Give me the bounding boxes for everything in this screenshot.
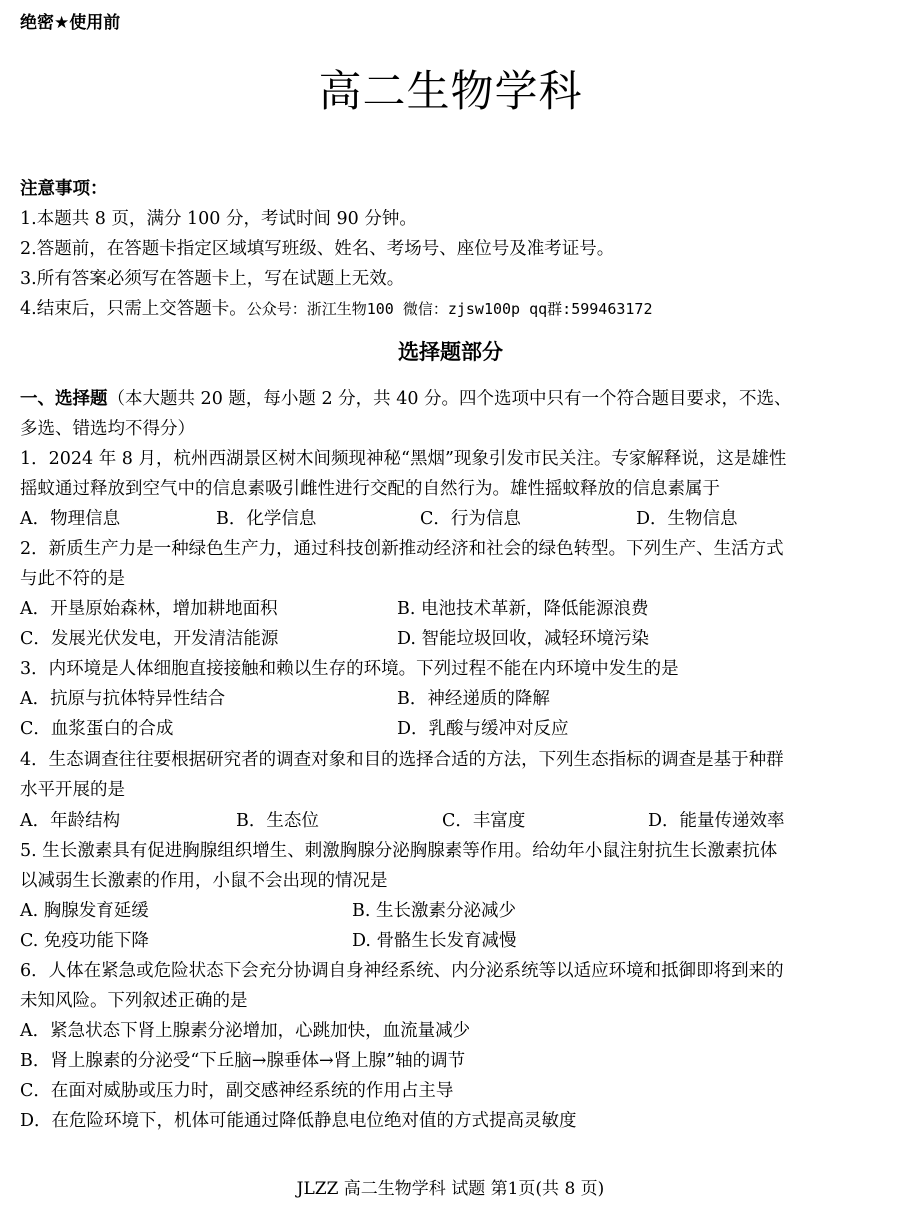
page-footer: JLZZ 高二生物学科 试题 第1页(共 8 页) [296,1179,605,1199]
option-a: A．抗原与抗体特异性结合 [20,689,226,709]
secret-label: 绝密★使用前 [20,13,121,33]
note-item-line [20,294,652,324]
option-c: C．丰富度 [442,811,526,831]
part-heading [20,384,792,414]
part-instructions: （本大题共 20 题，每小题 2 分，共 40 分。四个选项中只有一个符合题目要求，不选、 [107,389,792,409]
part-instructions-cont: 多选、错选均不得分） [20,419,195,439]
option-c: C. 免疫功能下降 [20,931,149,951]
question-stem: 2．新质生产力是一种绿色生产力，通过科技创新推动经济和社会的绿色转型。下列生产、生活方式 [20,539,784,559]
option-b: B. 生长激素分泌减少 [352,901,516,921]
option-b: B．化学信息 [216,509,317,529]
option-a: A．物理信息 [20,509,121,529]
watermark-text: 公众号：浙江生物100 微信：zjsw100p qq群:599463172 [246,300,653,318]
note-item: 3.所有答案必须写在答题卡上，写在试题上无效。 [20,269,405,289]
option-d: D. 骨骼生长发育减慢 [352,931,517,951]
note-item: 2.答题前，在答题卡指定区域填写班级、姓名、考场号、座位号及准考证号。 [20,239,615,259]
option-a: A. 胸腺发育延缓 [20,901,149,921]
question-stem: 3．内环境是人体细胞直接接触和赖以生存的环境。下列过程不能在内环境中发生的是 [20,659,679,679]
part-label: 一、选择题 [20,389,108,409]
option-b: B．生态位 [236,811,319,831]
question-stem: 1．2024 年 8 月，杭州西湖景区树木间频现神秘“黑烟”现象引发市民关注。专家解释说，这是雄性 [20,449,787,469]
page-title: 高二生物学科 [318,67,583,117]
option-c: C．行为信息 [420,509,521,529]
section-title: 选择题部分 [398,339,503,364]
option-c: C．在面对威胁或压力时，副交感神经系统的作用占主导 [20,1081,454,1101]
question-stem: 以减弱生长激素的作用，小鼠不会出现的情况是 [20,871,388,891]
option-c: C．发展光伏发电，开发清洁能源 [20,629,279,649]
option-d: D．在危险环境下，机体可能通过降低静息电位绝对值的方式提高灵敏度 [20,1111,577,1131]
option-b: B．肾上腺素的分泌受“下丘脑→腺垂体→肾上腺”轴的调节 [20,1051,466,1071]
question-stem: 与此不符的是 [20,569,125,589]
option-a: A．开垦原始森林，增加耕地面积 [20,599,278,619]
option-c: C．血浆蛋白的合成 [20,719,174,739]
question-stem: 摇蚊通过释放到空气中的信息素吸引雌性进行交配的自然行为。雄性摇蚊释放的信息素属于 [20,479,720,499]
question-stem: 6．人体在紧急或危险状态下会充分协调自身神经系统、内分泌系统等以适应环境和抵御即将到来的 [20,961,784,981]
question-stem: 5. 生长激素具有促进胸腺组织增生、刺激胸腺分泌胸腺素等作用。给幼年小鼠注射抗生长激素抗体 [20,841,778,861]
option-d: D．能量传递效率 [648,811,785,831]
option-d: D．生物信息 [636,509,738,529]
option-a: A．紧急状态下肾上腺素分泌增加，心跳加快，血流量减少 [20,1021,471,1041]
note-item: 4.结束后，只需上交答题卡。 [20,299,247,319]
option-b: B. 电池技术革新，降低能源浪费 [397,599,649,619]
question-stem: 4．生态调查往往要根据研究者的调查对象和目的选择合适的方法，下列生态指标的调查是基于种群 [20,750,784,770]
notes-heading: 注意事项： [20,179,108,199]
question-stem: 未知风险。下列叙述正确的是 [20,991,248,1011]
option-b: B．神经递质的降解 [397,689,550,709]
note-item: 1.本题共 8 页，满分 100 分，考试时间 90 分钟。 [20,209,417,229]
question-stem: 水平开展的是 [20,780,125,800]
option-a: A．年龄结构 [20,811,121,831]
option-d: D．乳酸与缓冲对反应 [397,719,569,739]
option-d: D. 智能垃圾回收，减轻环境污染 [397,629,650,649]
